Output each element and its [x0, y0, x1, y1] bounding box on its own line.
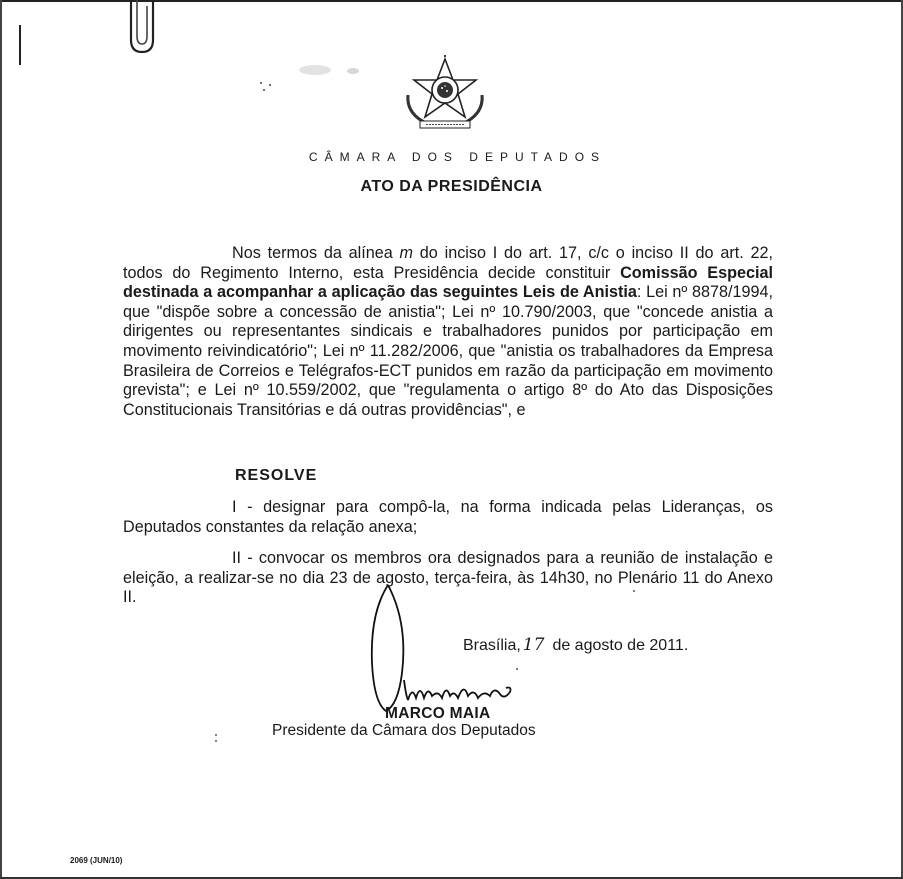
preamble-italic: m — [399, 244, 414, 262]
scan-speck — [516, 668, 518, 670]
handwritten-signature — [398, 676, 528, 706]
preamble-text: Nos termos da alínea — [232, 244, 400, 262]
preamble-paragraph — [123, 244, 773, 420]
resolve-heading: RESOLVE — [235, 467, 318, 484]
resolution-item-2: II - convocar os membros ora designados para a reunião de instalação e eleição, a realizar-se no dia 23 de agosto, terça-feira, às 14h30, no Plenário 11 do Anexo II. — [123, 549, 773, 607]
signer-name: MARCO MAIA — [385, 705, 491, 722]
scan-speck — [633, 590, 635, 592]
date-rest: de agosto de 2011. — [552, 637, 689, 654]
preamble-text: : Lei nº 8878/1994, que "dispõe sobre a concessão de anistia"; Lei nº 10.790/2003, que "concede anistia a dirigentes ou representantes sindicais e trabalhadores punidos por participação em movimento reivindicatório"; Lei nº 11.282/2006, que "anistia os trabalhadores da Empresa Brasileira de Correios e Telégrafos-ECT punidos em razão da participação em movimento grevista"; e Lei nº 10.559/2002, que "regulamenta o artigo 8º do Ato das Disposições Constitucionais Transitórias e dá outras providências", e — [123, 283, 773, 419]
resolution-item-1: I - designar para compô-la, na forma indicada pelas Lideranças, os Deputados constantes da relação anexa; — [123, 498, 773, 536]
scan-smudge — [295, 62, 365, 78]
date-day-handwritten: 17 — [522, 635, 545, 655]
brazil-coat-of-arms-icon — [400, 55, 490, 135]
commission-name: Comissão Especial destinada a acompanhar a aplicação das seguintes Leis de Anistia — [123, 263, 773, 302]
paper-clip-icon — [127, 0, 157, 56]
page-title: ATO DA PRESIDÊNCIA — [360, 178, 543, 195]
page-edge-left — [0, 0, 2, 879]
form-code: 2069 (JUN/10) — [70, 856, 123, 865]
margin-mark — [19, 25, 21, 65]
scan-speck — [215, 734, 217, 736]
preamble-text: do inciso I do art. 17, c/c o inciso II do art. 22, todos do Regimento Interno, esta Presidência decide constituir — [123, 244, 774, 282]
signer-role: Presidente da Câmara dos Deputados — [272, 722, 536, 739]
date-line — [463, 635, 688, 655]
scan-speck — [215, 740, 217, 742]
institution-header: CÂMARA DOS DEPUTADOS — [308, 150, 607, 164]
scan-speck — [258, 80, 278, 94]
date-city: Brasília, — [463, 637, 521, 654]
